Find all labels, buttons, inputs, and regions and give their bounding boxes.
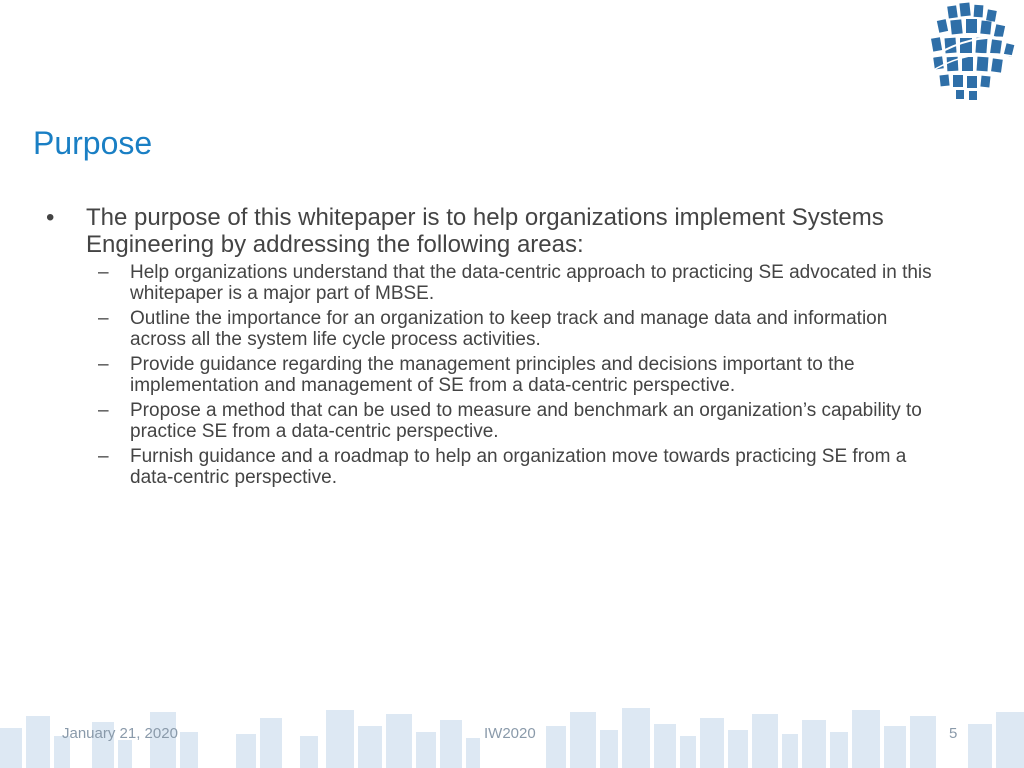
dash-symbol: – — [98, 354, 109, 375]
sub-bullet-text: Propose a method that can be used to measure and benchmark an organization’s capability to practice SE from a data-centric perspective. — [130, 400, 922, 442]
page-number: 5 — [949, 725, 958, 742]
footer-date: January 21, 2020 — [62, 725, 178, 742]
sub-bullet-3 — [86, 354, 934, 396]
sub-bullet-2 — [86, 308, 934, 350]
sub-bullet-list — [86, 262, 934, 488]
bullet-symbol: • — [46, 204, 55, 231]
slide-title: Purpose — [33, 125, 153, 161]
sub-bullet-text: Help organizations understand that the data-centric approach to practicing SE advocated in this whitepaper is a major part of MBSE. — [130, 262, 932, 304]
sub-bullet-4 — [86, 400, 934, 442]
bullet-list — [44, 204, 934, 492]
incose-globe-logo-icon — [920, 0, 1024, 104]
sub-bullet-5 — [86, 446, 934, 488]
sub-bullet-text: Furnish guidance and a roadmap to help an organization move towards practicing SE from a data-centric perspective. — [130, 446, 907, 488]
sub-bullet-1 — [86, 262, 934, 304]
dash-symbol: – — [98, 262, 109, 283]
main-bullet-text: The purpose of this whitepaper is to help organizations implement Systems Engineering by addressing the following areas: — [86, 204, 884, 258]
dash-symbol: – — [98, 446, 109, 467]
main-bullet — [44, 204, 934, 488]
dash-symbol: – — [98, 400, 109, 421]
footer-conference: IW2020 — [484, 725, 536, 742]
dash-symbol: – — [98, 308, 109, 329]
sub-bullet-text: Provide guidance regarding the management principles and decisions important to the implementation and management of SE from a data-centric perspective. — [130, 354, 855, 396]
sub-bullet-text: Outline the importance for an organization to keep track and manage data and information across all the system life cycle process activities. — [130, 308, 888, 350]
